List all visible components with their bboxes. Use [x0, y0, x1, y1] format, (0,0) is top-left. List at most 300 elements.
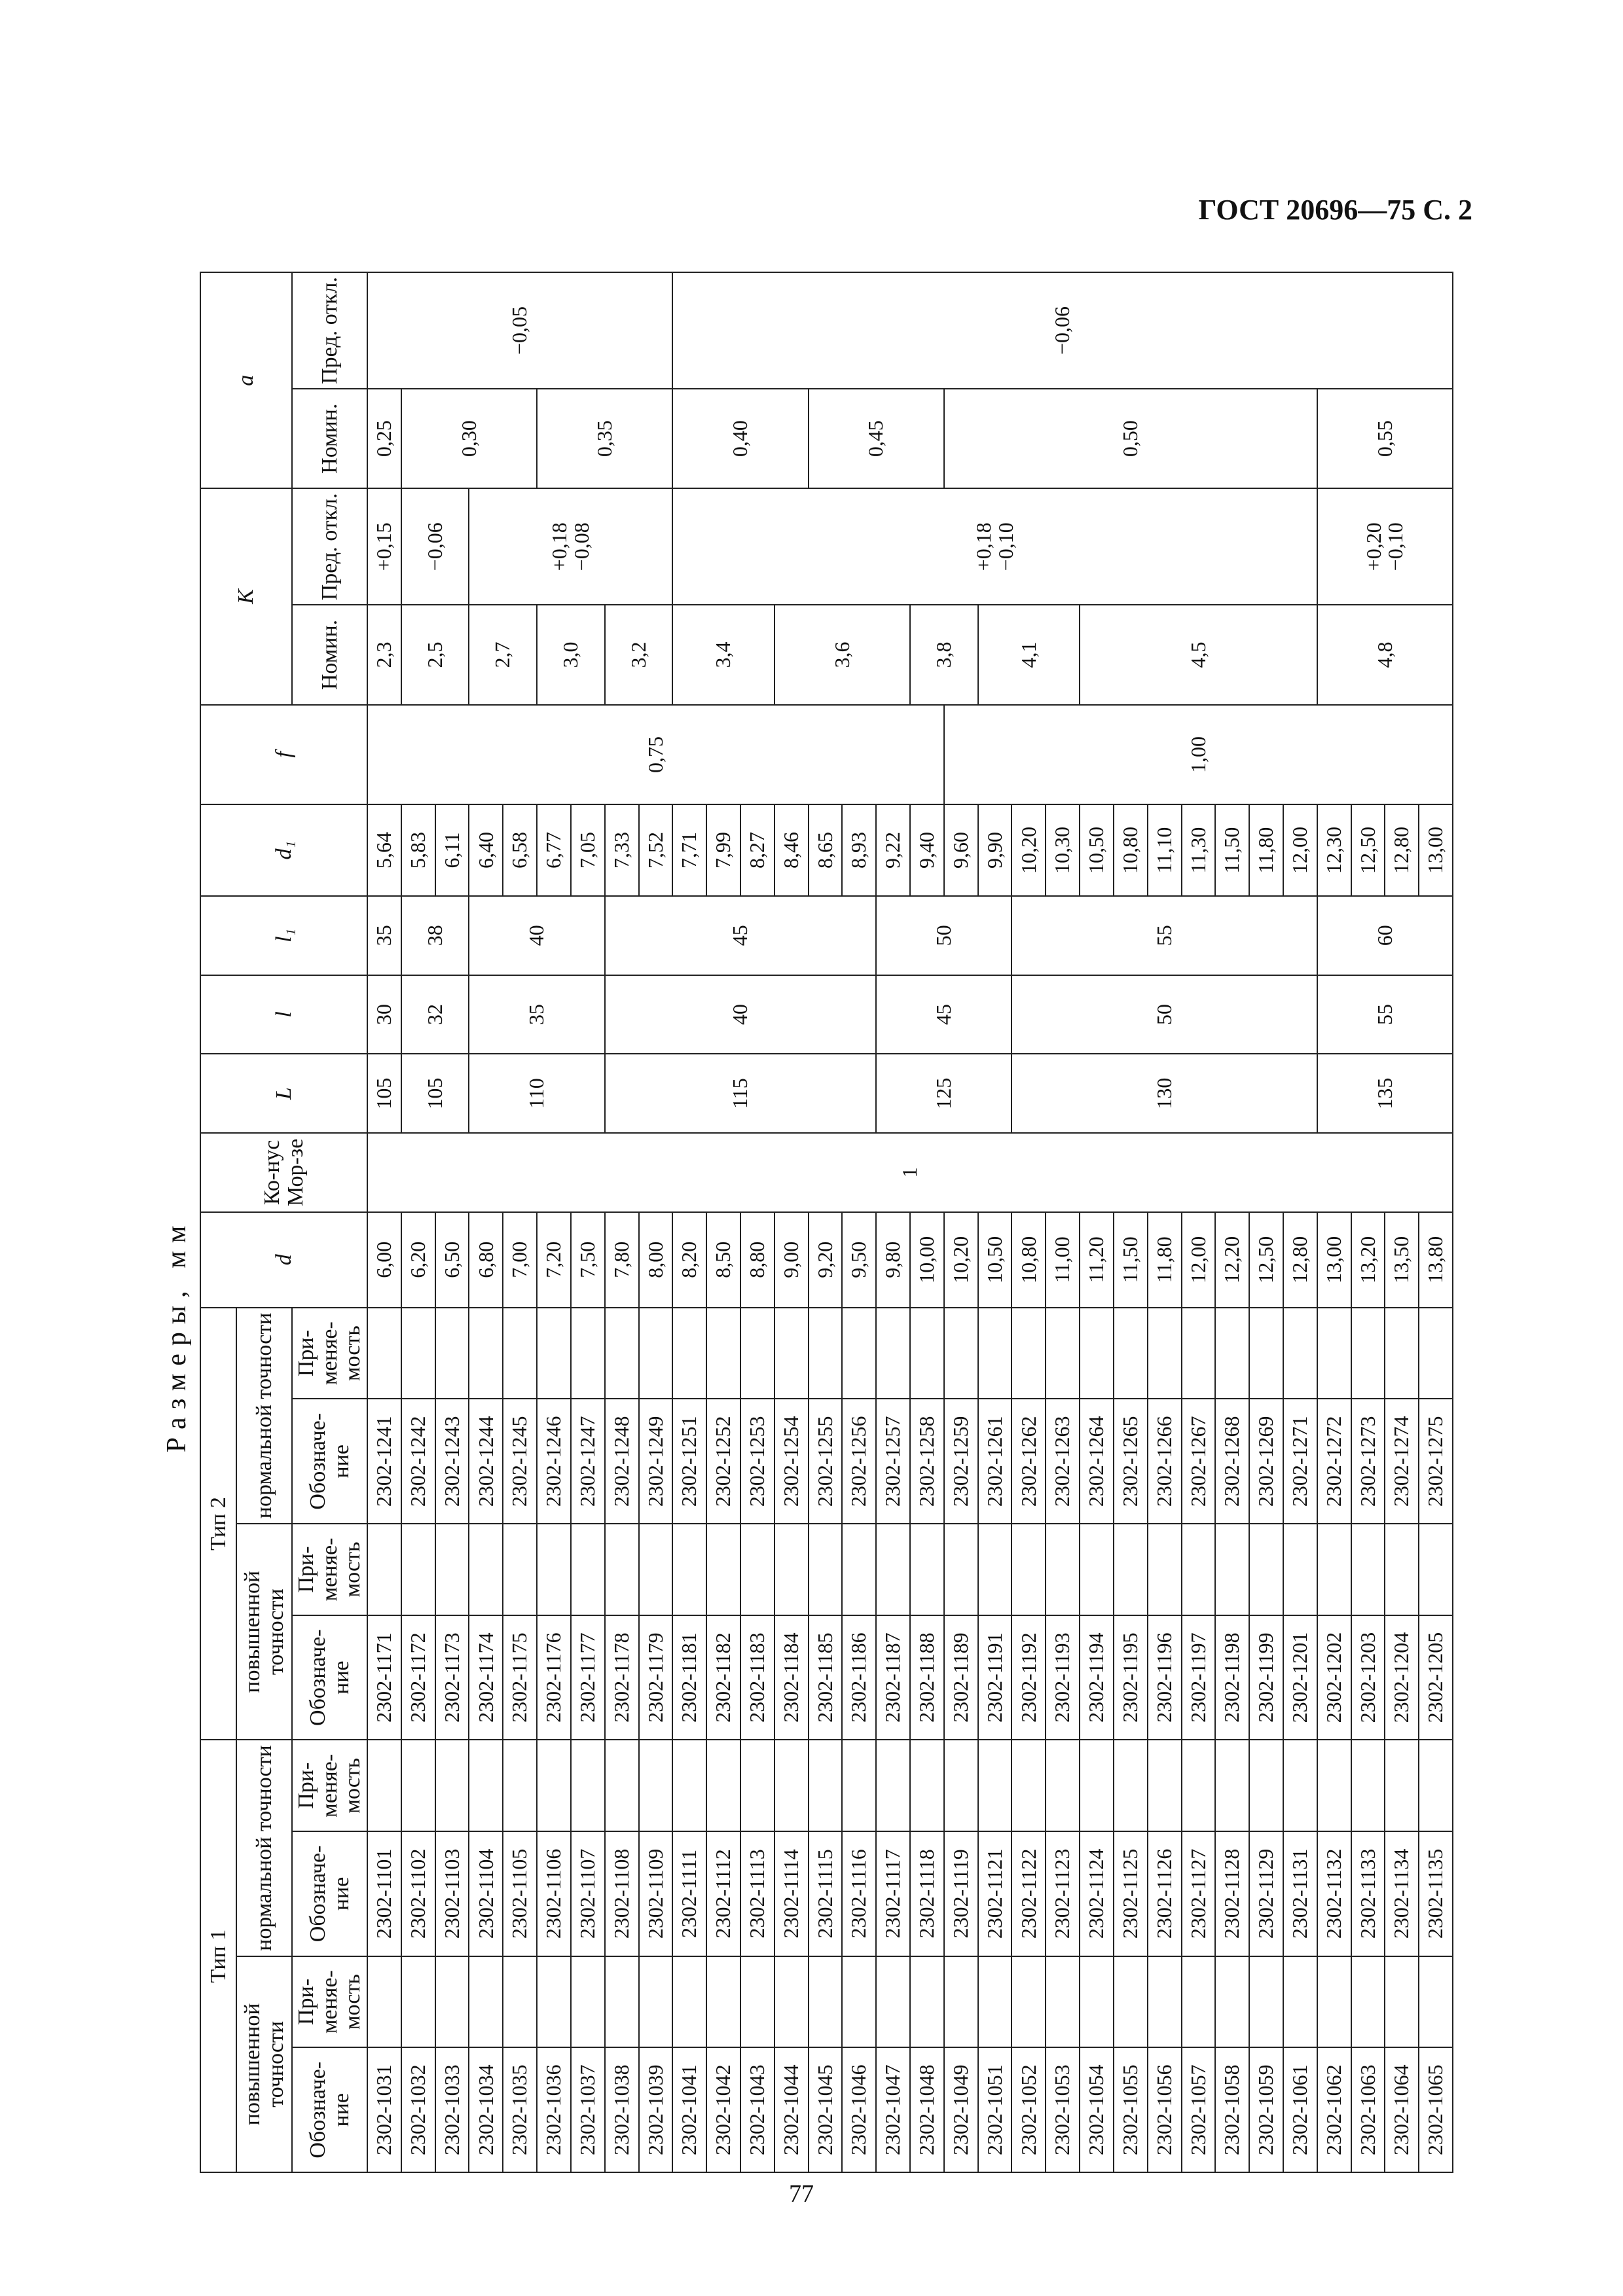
- cell-t2-increased-designation: 2302-1198: [1215, 1615, 1249, 1740]
- cell-t2-normal-applicability: [1080, 1308, 1114, 1399]
- cell-t2-normal-applicability: [1351, 1308, 1385, 1399]
- cell-t1-increased-designation: 2302-1047: [876, 2047, 910, 2172]
- cell-d: 10,50: [978, 1212, 1012, 1308]
- cell-t1-normal-applicability: [1351, 1740, 1385, 1831]
- cell-t2-normal-designation: 2302-1254: [775, 1399, 809, 1524]
- cell-t2-normal-designation: 2302-1273: [1351, 1399, 1385, 1524]
- cell-t2-increased-designation: 2302-1191: [978, 1615, 1012, 1740]
- cell-t1-increased-designation: 2302-1034: [469, 2047, 503, 2172]
- cell-d1: 6,40: [469, 804, 503, 896]
- cell-d1: 7,71: [672, 804, 706, 896]
- cell-t2-normal-applicability: [1046, 1308, 1080, 1399]
- cell-t2-increased-designation: 2302-1181: [672, 1615, 706, 1740]
- header-t1-inc-applicability: При-меняе-мость: [292, 1956, 367, 2048]
- cell-a-nominal: 0,30: [401, 389, 537, 488]
- cell-d1: 7,05: [571, 804, 605, 896]
- cell-d1: 10,20: [1012, 804, 1046, 896]
- cell-a-nominal: 0,25: [367, 389, 401, 488]
- cell-t1-increased-designation: 2302-1065: [1419, 2047, 1453, 2172]
- cell-t1-normal-applicability: [672, 1740, 706, 1831]
- cell-t1-normal-applicability: [1249, 1740, 1283, 1831]
- cell-d1: 12,00: [1283, 804, 1317, 896]
- cell-d1: 6,77: [537, 804, 571, 896]
- cell-t2-normal-applicability: [910, 1308, 944, 1399]
- cell-t1-increased-applicability: [435, 1956, 469, 2048]
- cell-d: 10,20: [944, 1212, 978, 1308]
- cell-t1-increased-applicability: [1419, 1956, 1453, 2048]
- cell-t2-normal-designation: 2302-1267: [1182, 1399, 1216, 1524]
- cell-t1-normal-designation: 2302-1103: [435, 1831, 469, 1956]
- cell-t1-increased-designation: 2302-1036: [537, 2047, 571, 2172]
- cell-t1-increased-designation: 2302-1048: [910, 2047, 944, 2172]
- cell-K-nominal: 3,8: [910, 605, 978, 704]
- cell-t2-normal-applicability: [435, 1308, 469, 1399]
- cell-t1-increased-applicability: [639, 1956, 673, 2048]
- cell-t1-increased-applicability: [1182, 1956, 1216, 2048]
- cell-t2-normal-applicability: [401, 1308, 435, 1399]
- cell-t2-increased-designation: 2302-1185: [809, 1615, 843, 1740]
- table-body: [367, 272, 1453, 2172]
- cell-t1-increased-designation: 2302-1031: [367, 2047, 401, 2172]
- header-d1: d₁: [200, 804, 367, 896]
- cell-t2-increased-applicability: [1419, 1524, 1453, 1615]
- cell-t2-normal-designation: 2302-1268: [1215, 1399, 1249, 1524]
- cell-t2-increased-designation: 2302-1186: [842, 1615, 876, 1740]
- cell-t2-increased-designation: 2302-1188: [910, 1615, 944, 1740]
- table-row: [1317, 272, 1351, 2172]
- cell-t1-normal-designation: 2302-1106: [537, 1831, 571, 1956]
- cell-t1-normal-designation: 2302-1133: [1351, 1831, 1385, 1956]
- header-type1: Тип 1: [200, 1740, 236, 2172]
- cell-d1: 11,80: [1249, 804, 1283, 896]
- cell-K-nominal: 4,5: [1080, 605, 1317, 704]
- cell-t1-normal-designation: 2302-1128: [1215, 1831, 1249, 1956]
- cell-d: 7,00: [503, 1212, 537, 1308]
- cell-l: 55: [1317, 975, 1453, 1054]
- cell-d: 12,20: [1215, 1212, 1249, 1308]
- cell-t1-normal-applicability: [1419, 1740, 1453, 1831]
- cell-t2-increased-applicability: [1283, 1524, 1317, 1615]
- cell-t2-normal-designation: 2302-1249: [639, 1399, 673, 1524]
- cell-t1-increased-designation: 2302-1062: [1317, 2047, 1351, 2172]
- cell-t1-normal-designation: 2302-1118: [910, 1831, 944, 1956]
- cell-d: 12,50: [1249, 1212, 1283, 1308]
- cell-t1-increased-designation: 2302-1054: [1080, 2047, 1114, 2172]
- cell-a-nominal: 0,45: [809, 389, 944, 488]
- cell-d1: 5,64: [367, 804, 401, 896]
- cell-t1-increased-designation: 2302-1056: [1148, 2047, 1182, 2172]
- cell-t2-normal-designation: 2302-1248: [605, 1399, 639, 1524]
- cell-t2-increased-applicability: [1249, 1524, 1283, 1615]
- cell-K-nominal: 2,3: [367, 605, 401, 704]
- cell-t2-increased-applicability: [571, 1524, 605, 1615]
- cell-K-nominal: 2,7: [469, 605, 537, 704]
- cell-t2-normal-designation: 2302-1243: [435, 1399, 469, 1524]
- table-row: [401, 272, 435, 2172]
- cell-L: 105: [401, 1054, 469, 1133]
- cell-t1-increased-designation: 2302-1042: [706, 2047, 740, 2172]
- cell-t2-increased-designation: 2302-1182: [706, 1615, 740, 1740]
- cell-t2-normal-applicability: [809, 1308, 843, 1399]
- cell-l1: 38: [401, 896, 469, 975]
- cell-t1-normal-applicability: [944, 1740, 978, 1831]
- cell-d: 9,20: [809, 1212, 843, 1308]
- rotated-table-wrapper: [200, 272, 1453, 2173]
- cell-t2-increased-designation: 2302-1174: [469, 1615, 503, 1740]
- cell-t1-normal-designation: 2302-1113: [740, 1831, 775, 1956]
- cell-t1-normal-applicability: [469, 1740, 503, 1831]
- cell-t2-normal-applicability: [605, 1308, 639, 1399]
- cell-t1-normal-designation: 2302-1123: [1046, 1831, 1080, 1956]
- cell-t2-normal-applicability: [639, 1308, 673, 1399]
- cell-t2-normal-designation: 2302-1253: [740, 1399, 775, 1524]
- cell-t1-normal-designation: 2302-1117: [876, 1831, 910, 1956]
- cell-t1-increased-designation: 2302-1059: [1249, 2047, 1283, 2172]
- cell-d1: 10,30: [1046, 804, 1080, 896]
- cell-d1: 11,30: [1182, 804, 1216, 896]
- cell-t1-normal-designation: 2302-1135: [1419, 1831, 1453, 1956]
- cell-t2-normal-designation: 2302-1259: [944, 1399, 978, 1524]
- cell-K-nominal: 3,0: [537, 605, 605, 704]
- cell-t1-normal-applicability: [1148, 1740, 1182, 1831]
- cell-K-nominal: 3,2: [605, 605, 673, 704]
- cell-a-nominal: 0,55: [1317, 389, 1453, 488]
- cell-t1-increased-applicability: [876, 1956, 910, 2048]
- cell-t1-normal-applicability: [1182, 1740, 1216, 1831]
- cell-t2-increased-designation: 2302-1176: [537, 1615, 571, 1740]
- cell-t1-increased-applicability: [1148, 1956, 1182, 2048]
- cell-t1-normal-designation: 2302-1102: [401, 1831, 435, 1956]
- cell-t2-normal-applicability: [1317, 1308, 1351, 1399]
- cell-t2-increased-applicability: [1385, 1524, 1419, 1615]
- cell-t1-increased-applicability: [910, 1956, 944, 2048]
- cell-t2-normal-applicability: [1012, 1308, 1046, 1399]
- cell-d: 7,80: [605, 1212, 639, 1308]
- cell-t1-normal-designation: 2302-1101: [367, 1831, 401, 1956]
- cell-d1: 12,30: [1317, 804, 1351, 896]
- cell-t2-normal-designation: 2302-1264: [1080, 1399, 1114, 1524]
- cell-a-tolerance: −0,05: [367, 272, 672, 389]
- cell-d1: 7,33: [605, 804, 639, 896]
- cell-t2-increased-applicability: [740, 1524, 775, 1615]
- cell-t1-normal-applicability: [1114, 1740, 1148, 1831]
- cell-d: 13,20: [1351, 1212, 1385, 1308]
- cell-d: 11,20: [1080, 1212, 1114, 1308]
- cell-t2-normal-applicability: [740, 1308, 775, 1399]
- cell-l1: 45: [605, 896, 877, 975]
- header-t2-increased: повышенной точности: [236, 1524, 292, 1740]
- cell-t2-normal-applicability: [469, 1308, 503, 1399]
- cell-t1-increased-applicability: [605, 1956, 639, 2048]
- cell-d1: 9,40: [910, 804, 944, 896]
- cell-t1-increased-applicability: [842, 1956, 876, 2048]
- cell-t2-increased-designation: 2302-1192: [1012, 1615, 1046, 1740]
- cell-t1-increased-designation: 2302-1058: [1215, 2047, 1249, 2172]
- cell-d: 9,50: [842, 1212, 876, 1308]
- sizes-table: [200, 272, 1453, 2173]
- cell-d: 8,00: [639, 1212, 673, 1308]
- cell-t2-increased-applicability: [435, 1524, 469, 1615]
- cell-t1-increased-applicability: [1114, 1956, 1148, 2048]
- cell-f: 1,00: [944, 705, 1453, 804]
- cell-t2-increased-applicability: [1351, 1524, 1385, 1615]
- cell-d: 12,00: [1182, 1212, 1216, 1308]
- cell-L: 125: [876, 1054, 1012, 1133]
- cell-t1-increased-designation: 2302-1049: [944, 2047, 978, 2172]
- cell-t2-increased-applicability: [401, 1524, 435, 1615]
- cell-t1-increased-designation: 2302-1057: [1182, 2047, 1216, 2172]
- cell-l1: 40: [469, 896, 604, 975]
- cell-t1-increased-designation: 2302-1064: [1385, 2047, 1419, 2172]
- cell-t2-normal-designation: 2302-1261: [978, 1399, 1012, 1524]
- cell-t1-normal-applicability: [435, 1740, 469, 1831]
- cell-t2-normal-designation: 2302-1271: [1283, 1399, 1317, 1524]
- cell-t2-normal-applicability: [978, 1308, 1012, 1399]
- cell-t1-increased-applicability: [469, 1956, 503, 2048]
- header-t2-normal: нормальной точности: [236, 1308, 292, 1524]
- cell-d1: 5,83: [401, 804, 435, 896]
- cell-t1-increased-designation: 2302-1041: [672, 2047, 706, 2172]
- header-t1-normal: нормальной точности: [236, 1740, 292, 1956]
- cell-t1-increased-applicability: [706, 1956, 740, 2048]
- cell-t2-normal-designation: 2302-1266: [1148, 1399, 1182, 1524]
- cell-t1-normal-applicability: [503, 1740, 537, 1831]
- cell-t1-normal-designation: 2302-1122: [1012, 1831, 1046, 1956]
- cell-t2-increased-designation: 2302-1173: [435, 1615, 469, 1740]
- cell-t1-increased-applicability: [809, 1956, 843, 2048]
- cell-morse: 1: [367, 1133, 1453, 1212]
- cell-l: 35: [469, 975, 604, 1054]
- header-K-nominal: Номин.: [292, 605, 367, 704]
- cell-t1-increased-designation: 2302-1037: [571, 2047, 605, 2172]
- cell-t1-increased-applicability: [1249, 1956, 1283, 2048]
- cell-t2-increased-designation: 2302-1204: [1385, 1615, 1419, 1740]
- cell-t1-increased-designation: 2302-1035: [503, 2047, 537, 2172]
- cell-t2-increased-applicability: [1012, 1524, 1046, 1615]
- cell-t1-increased-designation: 2302-1032: [401, 2047, 435, 2172]
- cell-d: 10,80: [1012, 1212, 1046, 1308]
- header-t2-norm-applicability: При-меняе-мость: [292, 1308, 367, 1399]
- cell-K-nominal: 4,8: [1317, 605, 1453, 704]
- cell-t1-normal-designation: 2302-1114: [775, 1831, 809, 1956]
- cell-t1-normal-designation: 2302-1126: [1148, 1831, 1182, 1956]
- cell-t2-normal-applicability: [571, 1308, 605, 1399]
- cell-l1: 35: [367, 896, 401, 975]
- cell-t2-increased-applicability: [978, 1524, 1012, 1615]
- cell-t2-increased-designation: 2302-1205: [1419, 1615, 1453, 1740]
- cell-t1-increased-applicability: [1317, 1956, 1351, 2048]
- cell-t2-increased-applicability: [605, 1524, 639, 1615]
- cell-L: 110: [469, 1054, 604, 1133]
- cell-t1-increased-designation: 2302-1052: [1012, 2047, 1046, 2172]
- cell-t2-normal-designation: 2302-1252: [706, 1399, 740, 1524]
- cell-d: 6,80: [469, 1212, 503, 1308]
- cell-K-tolerance: +0,20 −0,10: [1317, 488, 1453, 605]
- cell-d: 13,00: [1317, 1212, 1351, 1308]
- cell-K-tolerance: −0,06: [401, 488, 469, 605]
- cell-t1-increased-designation: 2302-1046: [842, 2047, 876, 2172]
- cell-t2-increased-applicability: [1114, 1524, 1148, 1615]
- header-l1: l₁: [200, 896, 367, 975]
- cell-t2-normal-designation: 2302-1241: [367, 1399, 401, 1524]
- cell-t1-normal-applicability: [367, 1740, 401, 1831]
- cell-l: 45: [876, 975, 1012, 1054]
- table-holder: [200, 272, 1453, 2173]
- cell-d1: 8,46: [775, 804, 809, 896]
- header-t2-inc-designation: Обозначе-ние: [292, 1615, 367, 1740]
- cell-d: 8,20: [672, 1212, 706, 1308]
- cell-t2-increased-applicability: [809, 1524, 843, 1615]
- document-header: ГОСТ 20696—75 С. 2: [1198, 194, 1472, 226]
- cell-K-nominal: 2,5: [401, 605, 469, 704]
- cell-l: 40: [605, 975, 877, 1054]
- table-row: [367, 272, 401, 2172]
- cell-t1-normal-applicability: [1046, 1740, 1080, 1831]
- cell-t2-normal-applicability: [1283, 1308, 1317, 1399]
- cell-t1-normal-designation: 2302-1109: [639, 1831, 673, 1956]
- table-caption: Размеры, мм: [162, 1217, 192, 1453]
- header-L: L: [200, 1054, 367, 1133]
- cell-t1-normal-applicability: [809, 1740, 843, 1831]
- cell-t2-normal-applicability: [672, 1308, 706, 1399]
- cell-K-tolerance: +0,18 −0,10: [672, 488, 1317, 605]
- cell-t2-increased-applicability: [1046, 1524, 1080, 1615]
- cell-d: 8,50: [706, 1212, 740, 1308]
- cell-t2-normal-applicability: [706, 1308, 740, 1399]
- cell-t1-normal-designation: 2302-1132: [1317, 1831, 1351, 1956]
- cell-f: 0,75: [367, 705, 944, 804]
- cell-t2-normal-applicability: [1215, 1308, 1249, 1399]
- cell-t2-normal-applicability: [503, 1308, 537, 1399]
- cell-d1: 6,11: [435, 804, 469, 896]
- cell-t1-increased-designation: 2302-1038: [605, 2047, 639, 2172]
- cell-t1-increased-designation: 2302-1061: [1283, 2047, 1317, 2172]
- cell-t1-increased-applicability: [944, 1956, 978, 2048]
- cell-L: 115: [605, 1054, 877, 1133]
- cell-t1-normal-designation: 2302-1111: [672, 1831, 706, 1956]
- cell-d: 13,50: [1385, 1212, 1419, 1308]
- cell-t1-increased-applicability: [571, 1956, 605, 2048]
- cell-t1-normal-applicability: [401, 1740, 435, 1831]
- cell-t1-normal-designation: 2302-1105: [503, 1831, 537, 1956]
- cell-t1-normal-applicability: [1283, 1740, 1317, 1831]
- cell-d: 7,50: [571, 1212, 605, 1308]
- cell-t2-increased-applicability: [876, 1524, 910, 1615]
- cell-t1-increased-applicability: [1080, 1956, 1114, 2048]
- cell-t1-normal-applicability: [910, 1740, 944, 1831]
- cell-K-tolerance: +0,15: [367, 488, 401, 605]
- cell-t2-increased-designation: 2302-1179: [639, 1615, 673, 1740]
- cell-t1-increased-applicability: [1283, 1956, 1317, 2048]
- cell-t1-increased-applicability: [740, 1956, 775, 2048]
- cell-t1-increased-designation: 2302-1039: [639, 2047, 673, 2172]
- cell-t1-normal-designation: 2302-1115: [809, 1831, 843, 1956]
- cell-t2-increased-designation: 2302-1196: [1148, 1615, 1182, 1740]
- cell-l: 32: [401, 975, 469, 1054]
- cell-t2-increased-designation: 2302-1195: [1114, 1615, 1148, 1740]
- cell-d1: 12,80: [1385, 804, 1419, 896]
- cell-t2-normal-designation: 2302-1262: [1012, 1399, 1046, 1524]
- cell-t2-increased-applicability: [503, 1524, 537, 1615]
- table-row: [672, 272, 706, 2172]
- cell-l1: 60: [1317, 896, 1453, 975]
- cell-t2-normal-applicability: [944, 1308, 978, 1399]
- cell-t2-normal-designation: 2302-1265: [1114, 1399, 1148, 1524]
- cell-t2-normal-designation: 2302-1275: [1419, 1399, 1453, 1524]
- cell-t2-increased-applicability: [1148, 1524, 1182, 1615]
- cell-t1-normal-designation: 2302-1108: [605, 1831, 639, 1956]
- cell-t2-normal-applicability: [775, 1308, 809, 1399]
- cell-K-nominal: 4,1: [978, 605, 1080, 704]
- cell-d: 10,00: [910, 1212, 944, 1308]
- header-type2: Тип 2: [200, 1308, 236, 1740]
- cell-t2-increased-applicability: [672, 1524, 706, 1615]
- cell-t2-increased-designation: 2302-1178: [605, 1615, 639, 1740]
- cell-t2-normal-designation: 2302-1247: [571, 1399, 605, 1524]
- cell-d1: 8,65: [809, 804, 843, 896]
- cell-t2-normal-designation: 2302-1272: [1317, 1399, 1351, 1524]
- cell-t2-normal-applicability: [367, 1308, 401, 1399]
- cell-t2-increased-designation: 2302-1187: [876, 1615, 910, 1740]
- header-d: d: [200, 1212, 367, 1308]
- header-t1-increased: повышенной точности: [236, 1956, 292, 2172]
- cell-t2-increased-applicability: [706, 1524, 740, 1615]
- cell-t1-normal-applicability: [740, 1740, 775, 1831]
- cell-t2-normal-designation: 2302-1269: [1249, 1399, 1283, 1524]
- cell-t2-normal-applicability: [1182, 1308, 1216, 1399]
- cell-t1-increased-applicability: [401, 1956, 435, 2048]
- cell-t1-increased-designation: 2302-1044: [775, 2047, 809, 2172]
- cell-d1: 12,50: [1351, 804, 1385, 896]
- cell-t2-normal-designation: 2302-1246: [537, 1399, 571, 1524]
- cell-d: 6,50: [435, 1212, 469, 1308]
- cell-t1-normal-applicability: [1012, 1740, 1046, 1831]
- header-t1-norm-applicability: При-меняе-мость: [292, 1740, 367, 1831]
- cell-t2-increased-applicability: [842, 1524, 876, 1615]
- cell-t1-increased-designation: 2302-1033: [435, 2047, 469, 2172]
- cell-d: 7,20: [537, 1212, 571, 1308]
- cell-t2-increased-applicability: [537, 1524, 571, 1615]
- cell-d1: 9,60: [944, 804, 978, 896]
- cell-d: 12,80: [1283, 1212, 1317, 1308]
- cell-t1-normal-designation: 2302-1121: [978, 1831, 1012, 1956]
- cell-t1-normal-designation: 2302-1116: [842, 1831, 876, 1956]
- cell-t1-normal-applicability: [1317, 1740, 1351, 1831]
- cell-t2-increased-applicability: [1317, 1524, 1351, 1615]
- cell-t1-increased-applicability: [672, 1956, 706, 2048]
- cell-t2-normal-applicability: [842, 1308, 876, 1399]
- header-t2-inc-applicability: При-меняе-мость: [292, 1524, 367, 1615]
- header-K-tolerance: Пред. откл.: [292, 488, 367, 605]
- header-t1-inc-designation: Обозначе-ние: [292, 2047, 367, 2172]
- cell-d1: 11,10: [1148, 804, 1182, 896]
- header-a-tolerance: Пред. откл.: [292, 272, 367, 389]
- cell-t2-normal-applicability: [1249, 1308, 1283, 1399]
- cell-t2-increased-designation: 2302-1184: [775, 1615, 809, 1740]
- cell-t1-normal-designation: 2302-1119: [944, 1831, 978, 1956]
- cell-t2-increased-designation: 2302-1202: [1317, 1615, 1351, 1740]
- cell-t1-increased-applicability: [1012, 1956, 1046, 2048]
- cell-d: 13,80: [1419, 1212, 1453, 1308]
- cell-t2-increased-designation: 2302-1171: [367, 1615, 401, 1740]
- cell-t2-normal-designation: 2302-1242: [401, 1399, 435, 1524]
- cell-d: 11,80: [1148, 1212, 1182, 1308]
- cell-t2-increased-designation: 2302-1177: [571, 1615, 605, 1740]
- cell-t1-normal-applicability: [605, 1740, 639, 1831]
- header-t1-norm-designation: Обозначе-ние: [292, 1831, 367, 1956]
- cell-K-tolerance: +0,18 −0,08: [469, 488, 672, 605]
- cell-d1: 8,27: [740, 804, 775, 896]
